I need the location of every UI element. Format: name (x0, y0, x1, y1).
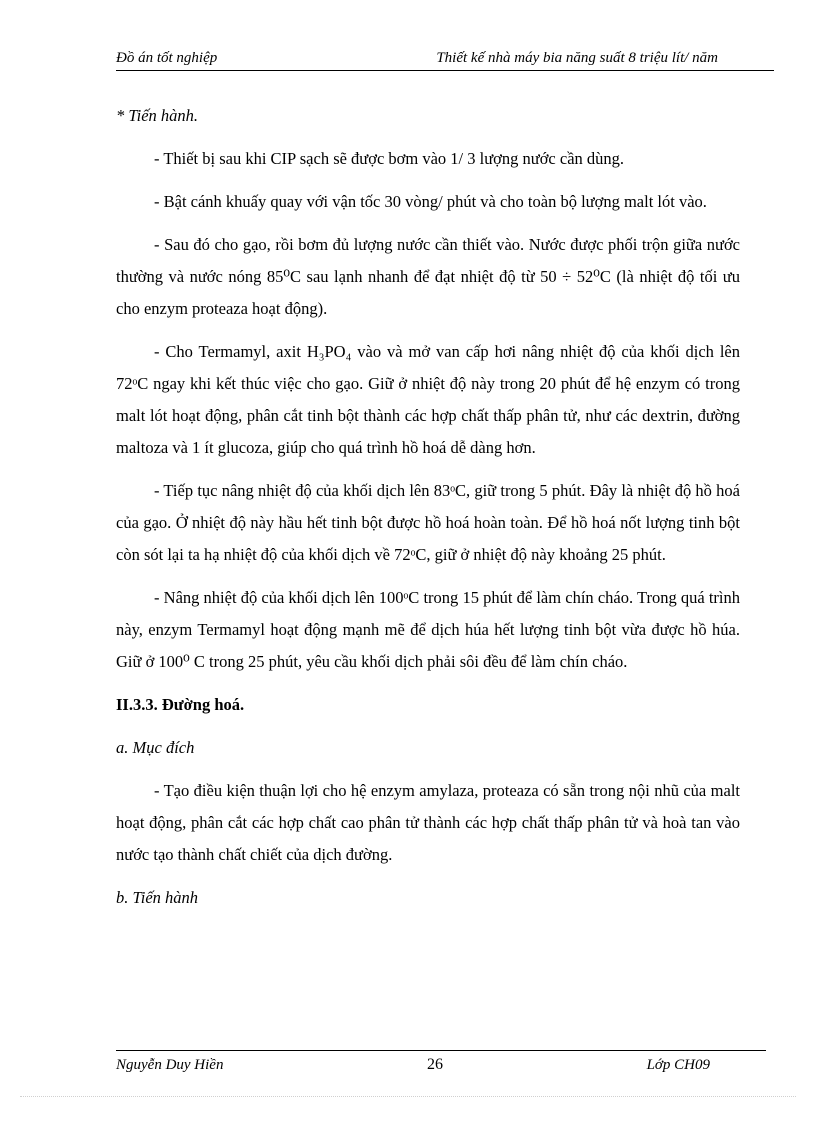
paragraph-purpose: - Tạo điều kiện thuận lợi cho hệ enzym amylaza, proteaza có sẵn trong nội nhũ của malt hoạt động, phân cắt các hợp chất cao phân tử thành các hợp chất thấp phân tử và hoà tan vào nước tạo thành chất chiết của dịch đường. (116, 781, 740, 864)
footer-author: Nguyễn Duy Hiền (116, 1057, 224, 1073)
page-footer (116, 1050, 766, 1077)
page-bottom-divider (20, 1096, 796, 1097)
paragraph-cip: - Thiết bị sau khi CIP sạch sẽ được bơm vào 1/ 3 lượng nước cần dùng. (154, 149, 625, 168)
section-heading-saccharification: II.3.3. Đường hoá. (116, 695, 245, 714)
header-title-right: Thiết kế nhà máy bia năng suất 8 triệu lít/ năm (436, 50, 718, 66)
footer-class: Lớp CH09 (646, 1057, 710, 1073)
document-body (116, 100, 740, 914)
paragraph-boiling: - Nâng nhiệt độ của khối dịch lên 100ᵒC trong 15 phút để làm chín cháo. Trong quá trình này, enzym Termamyl hoạt động mạnh mẽ để dịch húa hết lượng tinh bột vừa được hồ húa. Giữ ở 100⁰ C trong 25 phút, yêu cầu khối dịch phải sôi đều để làm chín cháo. (116, 588, 740, 671)
page-number: 26 (427, 1056, 443, 1073)
header-title-left: Đồ án tốt nghiệp (116, 50, 218, 66)
subheading-procedure: b. Tiến hành (116, 888, 199, 907)
subheading-purpose: a. Mục đích (116, 738, 195, 757)
paragraph-termamyl: - Cho Termamyl, axit H₃PO₄ vào và mở van cấp hơi nâng nhiệt độ của khối dịch lên 72ᵒC ngay khi kết thúc việc cho gạo. Giữ ở nhiệt độ này trong 20 phút để hệ enzym có trong malt lót hoạt động, phân cắt tinh bột thành các hợp chất thấp phân tử, như các dextrin, đường maltoza và 1 ít glucoza, giúp cho quá trình hồ hoá dễ dàng hơn. (116, 342, 740, 457)
paragraph-gelatinization: - Tiếp tục nâng nhiệt độ của khối dịch lên 83ᵒC, giữ trong 5 phút. Đây là nhiệt độ hồ hoá của gạo. Ở nhiệt độ này hầu hết tinh bột được hồ hoá hoàn toàn. Để hồ hoá nốt lượng tinh bột còn sót lại ta hạ nhiệt độ của khối dịch về 72ᵒC, giữ ở nhiệt độ này khoảng 25 phút. (116, 481, 740, 564)
paragraph-rice-water: - Sau đó cho gạo, rồi bơm đủ lượng nước cần thiết vào. Nước được phối trộn giữa nước thường và nước nóng 85⁰C sau lạnh nhanh để đạt nhiệt độ từ 50 ÷ 52⁰C (là nhiệt độ tối ưu cho enzym proteaza hoạt động). (116, 235, 740, 318)
page-header (116, 48, 774, 71)
section-label-procedure: * Tiến hành. (116, 106, 199, 125)
paragraph-stirrer: - Bật cánh khuấy quay với vận tốc 30 vòng/ phút và cho toàn bộ lượng malt lót vào. (154, 192, 707, 211)
